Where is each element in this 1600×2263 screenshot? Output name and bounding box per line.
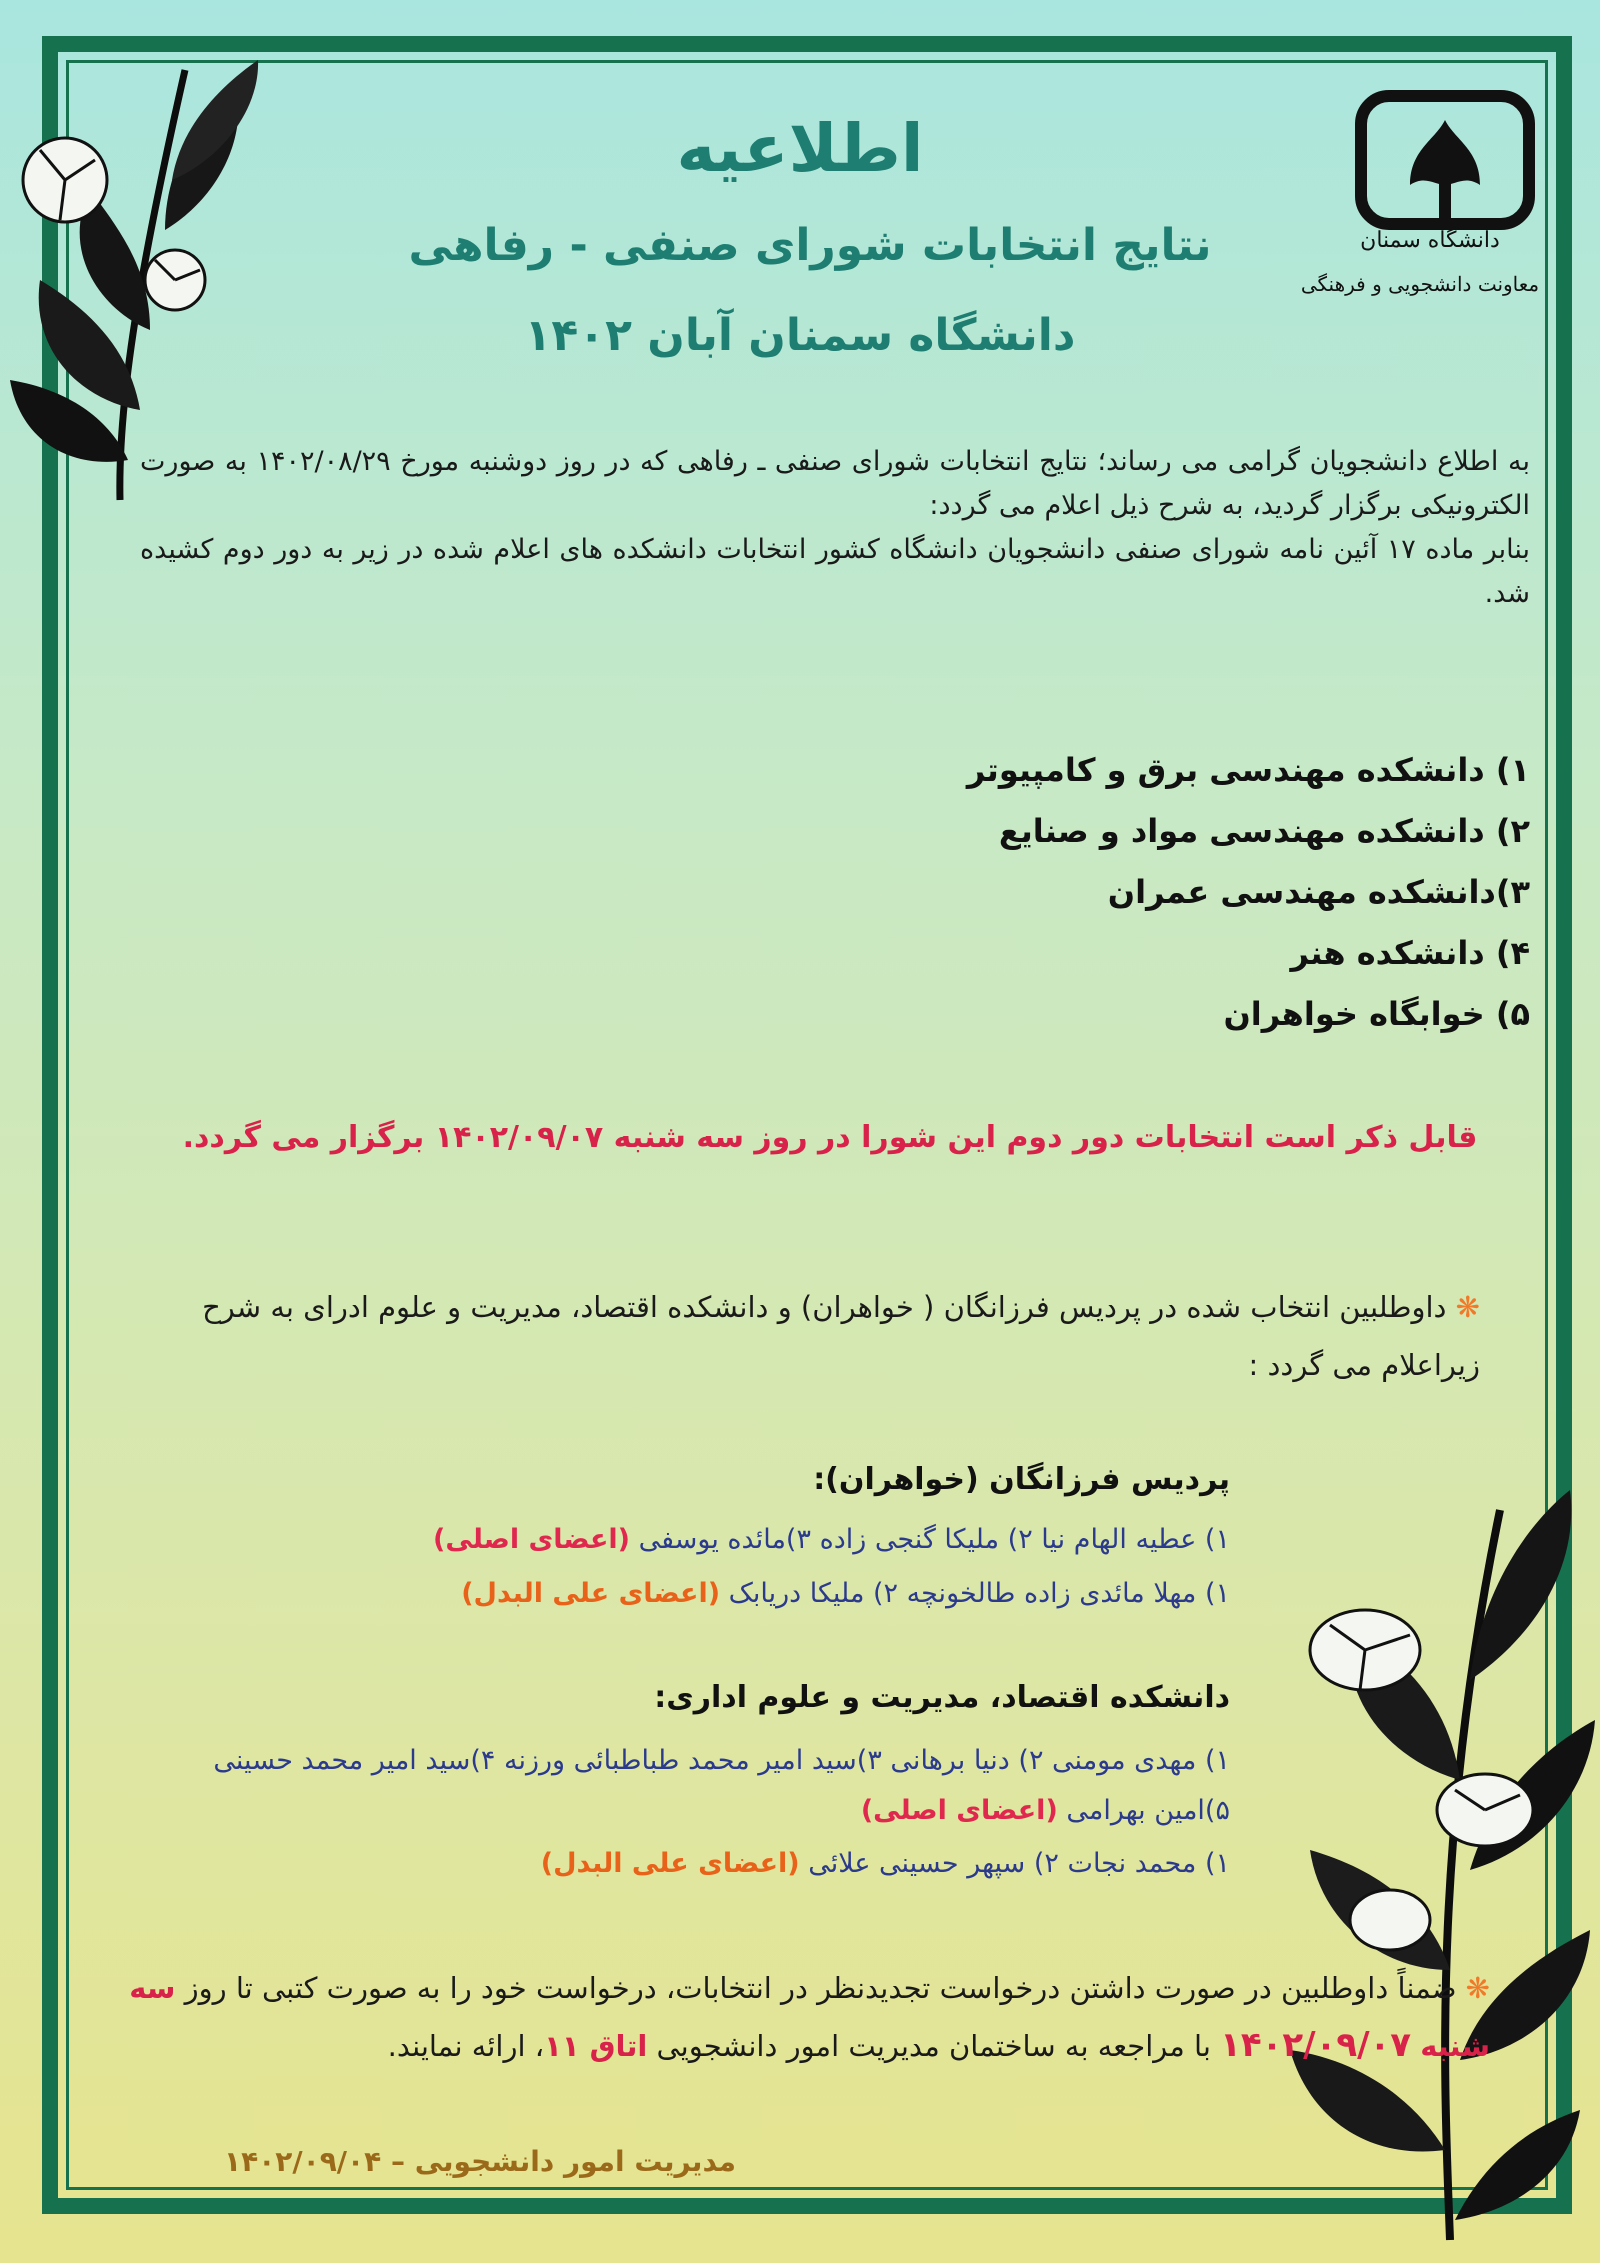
logo-university-name: دانشگاه سمنان [1360, 228, 1500, 253]
intro-paragraph-1: به اطلاع دانشجویان گرامی می رساند؛ نتایج انتخابات شورای صنفی ـ رفاهی که در روز دوشنبه مورخ ۱۴۰۲/۰۸/۲۹ به صورت الکترونیکی برگزار گردید، به شرح ذیل اعلام می گردد: [140, 446, 1530, 521]
faculty-item: ۳)دانشکده مهندسی عمران [1107, 873, 1530, 911]
candidates-intro [100, 1278, 1480, 1394]
farzanegan-main-members [433, 1524, 1230, 1555]
names: ۱) مهلا مائدی زاده طالخونچه ۲) ملیکا دریابک [720, 1578, 1230, 1609]
names: ۱) محمد نجات ۲) سپهر حسینی علائی [799, 1848, 1230, 1879]
page-title: اطلاعیه [676, 110, 924, 187]
main-members-tag: (اعضای اصلی) [860, 1795, 1058, 1826]
economics-main-members-2 [861, 1795, 1230, 1826]
farzanegan-heading: پردیس فرزانگان (خواهران): [813, 1462, 1230, 1497]
flower-plant-bottom-right-icon [1270, 1450, 1600, 2250]
university-logo-icon [1355, 90, 1535, 230]
intro-text [140, 440, 1530, 616]
signature: مدیریت امور دانشجویی – ۱۴۰۲/۰۹/۰۴ [224, 2145, 736, 2178]
logo-department-name: معاونت دانشجویی و فرهنگی [1300, 272, 1540, 296]
closing-date: ۱۴۰۲/۰۹/۰۷ [1220, 2025, 1411, 2065]
closing-day: سه شنبه [129, 1971, 1490, 2063]
closing-paragraph [90, 1960, 1490, 2075]
second-round-notice: قابل ذکر است انتخابات دور دوم این شورا در روز سه شنبه ۱۴۰۲/۰۹/۰۷ برگزار می گردد. [182, 1120, 1478, 1155]
economics-main-members-1: ۱) مهدی مومنی ۲) دنیا برهانی ۳)سید امیر محمد طباطبائی ورزنه ۴)سید امیر محمد حسینی [213, 1745, 1230, 1776]
alternate-members-tag: (اعضای علی البدل) [461, 1578, 721, 1609]
closing-room: اتاق ۱۱ [544, 2029, 648, 2063]
closing-text-1: ضمناً داوطلبین در صورت داشتن درخواست تجدیدنظر در انتخابات، درخواست خود را به صورت کتبی تا روز [175, 1971, 1457, 2005]
asterisk-icon: ❋ [1456, 1971, 1490, 2005]
economics-alternate-members [541, 1848, 1230, 1879]
closing-text-2: با مراجعه به ساختمان مدیریت امور دانشجویی [647, 2029, 1221, 2063]
farzanegan-alternate-members [461, 1578, 1230, 1609]
asterisk-icon: ❋ [1446, 1290, 1480, 1324]
page-subtitle: نتایج انتخابات شورای صنفی - رفاهی [408, 220, 1212, 271]
flower-plant-top-left-icon [0, 30, 270, 510]
faculty-item: ۵) خوابگاه خواهران [1223, 995, 1530, 1033]
page-subtitle-date: دانشگاه سمنان آبان ۱۴۰۲ [524, 310, 1076, 361]
closing-text-3: ، ارائه نمایند. [387, 2029, 545, 2063]
main-members-tag: (اعضای اصلی) [433, 1524, 630, 1555]
faculty-item: ۱) دانشکده مهندسی برق و کامپیوتر [966, 751, 1530, 789]
faculty-item: ۲) دانشکده مهندسی مواد و صنایع [998, 812, 1530, 850]
faculty-item: ۴) دانشکده هنر [1290, 934, 1530, 972]
candidates-intro-text: داوطلبین انتخاب شده در پردیس فرزانگان ( خواهران) و دانشکده اقتصاد، مدیریت و علوم ادرای به شرح زیراعلام می گردد : [202, 1290, 1480, 1382]
intro-paragraph-2: بنابر ماده ۱۷ آئین نامه شورای صنفی دانشجویان دانشگاه کشور انتخابات دانشکده های اعلام شده در زیر به دور دوم کشیده شد. [140, 534, 1530, 609]
economics-heading: دانشکده اقتصاد، مدیریت و علوم اداری: [654, 1680, 1230, 1715]
names: ۵)امین بهرامی [1057, 1795, 1230, 1826]
faculty-list [620, 740, 1530, 1045]
names: ۱) عطیه الهام نیا ۲) ملیکا گنجی زاده ۳)مائده یوسفی [630, 1524, 1230, 1555]
alternate-members-tag: (اعضای علی البدل) [540, 1848, 800, 1879]
